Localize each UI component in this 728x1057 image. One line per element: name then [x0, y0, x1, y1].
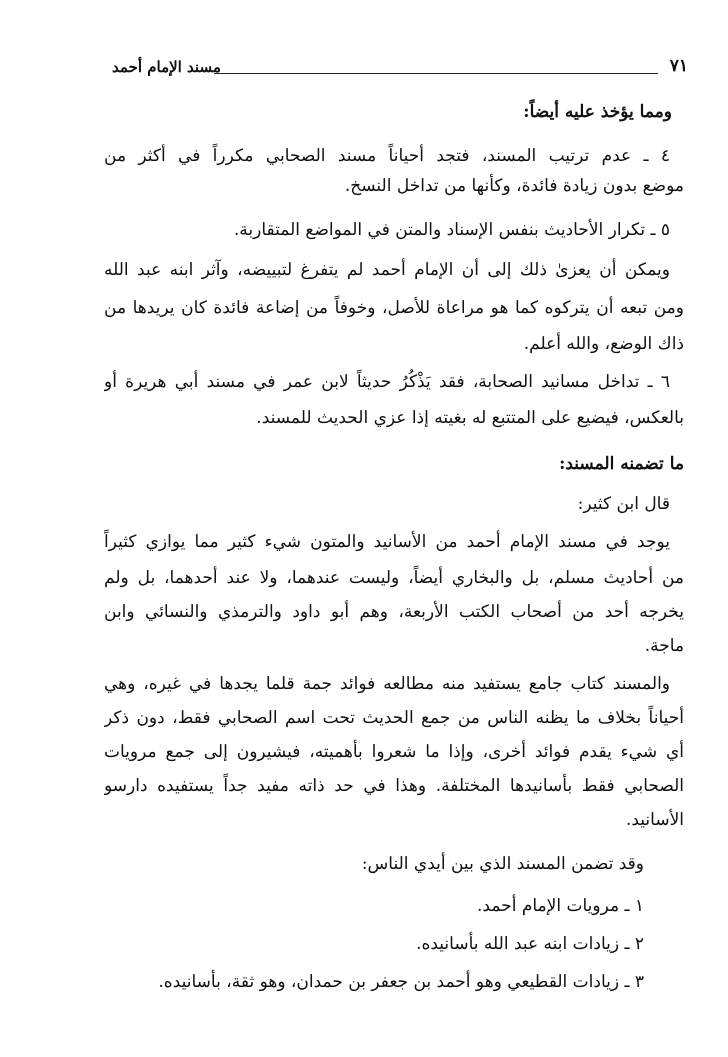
paragraph-line: أي شيء يقدم فوائد أخرى، وإذا ما شعروا بأهميته، فيشيرون إلى جمع مرويات — [104, 742, 684, 762]
paragraph-line: الأسانيد. — [625, 810, 684, 830]
paragraph-line: ٥ ـ تكرار الأحاديث بنفس الإسناد والمتن في المواضع المتقاربة. — [233, 220, 670, 240]
paragraph-line: ذاك الوضع، والله أعلم. — [523, 334, 684, 354]
running-header — [106, 52, 688, 80]
paragraph-line: والمسند كتاب جامع يستفيد منه مطالعه فوائد جمة قلما يجدها في غيره، وهي — [104, 674, 670, 694]
paragraph-line: ويمكن أن يعزىٰ ذلك إلى أن الإمام أحمد لم يتفرغ لتبييضه، وآثر ابنه عبد الله — [104, 260, 670, 280]
paragraph-line: ومن تبعه أن يتركوه كما هو مراعاة للأصل، وخوفاً من إضاعة فائدة كان يريدها من — [104, 298, 684, 318]
paragraph-line: يخرجه أحد من أصحاب الكتب الأربعة، وهم أبو داود والترمذي والنسائي وابن — [104, 602, 684, 622]
paragraph-line: ماجة. — [644, 636, 684, 656]
paragraph-line: يوجد في مسند الإمام أحمد من الأسانيد والمتون شيء كثير مما يوازي كثيراً — [104, 532, 670, 552]
header-rule — [214, 73, 658, 74]
paragraph-line: ٤ ـ عدم ترتيب المسند، فتجد أحياناً مسند الصحابي مكرراً في أكثر من — [104, 146, 670, 166]
paragraph-line: أحياناً بخلاف ما يظنه الناس من جمع الحديث تحت اسم الصحابي فقط، دون ذكر — [104, 708, 684, 728]
paragraph-line: بالعكس، فيضيع على المتتبع له بغيته إذا عزي الحديث للمسند. — [256, 408, 684, 428]
running-title: مسند الإمام أحمد — [112, 58, 221, 76]
paragraph-line: من أحاديث مسلم، بل والبخاري أيضاً، وليست عندهما، ولا عند أحدهما، بل ولم — [104, 568, 684, 588]
page-number: ٧١ — [669, 56, 688, 76]
paragraph-line: موضع بدون زيادة فائدة، وكأنها من تداخل النسخ. — [344, 176, 684, 196]
paragraph-line: قال ابن كثير: — [577, 494, 670, 514]
paragraph-line: وقد تضمن المسند الذي بين أيدي الناس: — [361, 854, 644, 874]
list-item: ١ ـ مرويات الإمام أحمد. — [477, 896, 644, 916]
section-heading-contents: ما تضمنه المسند: — [559, 454, 684, 474]
list-item: ٢ ـ زيادات ابنه عبد الله بأسانيده. — [416, 934, 644, 954]
paragraph-line: ٦ ـ تداخل مسانيد الصحابة، فقد يَذْكُرُ حديثاً لابن عمر في مسند أبي هريرة أو — [104, 372, 670, 392]
list-item: ٣ ـ زيادات القطيعي وهو أحمد بن جعفر بن حمدان، وهو ثقة، بأسانيده. — [158, 972, 644, 992]
paragraph-line: الصحابي فقط بأسانيدها المختلفة. وهذا في حد ذاته مفيد جداً يستفيده دارسو — [104, 776, 684, 796]
section-heading-criticism: ومما يؤخذ عليه أيضاً: — [523, 102, 672, 122]
